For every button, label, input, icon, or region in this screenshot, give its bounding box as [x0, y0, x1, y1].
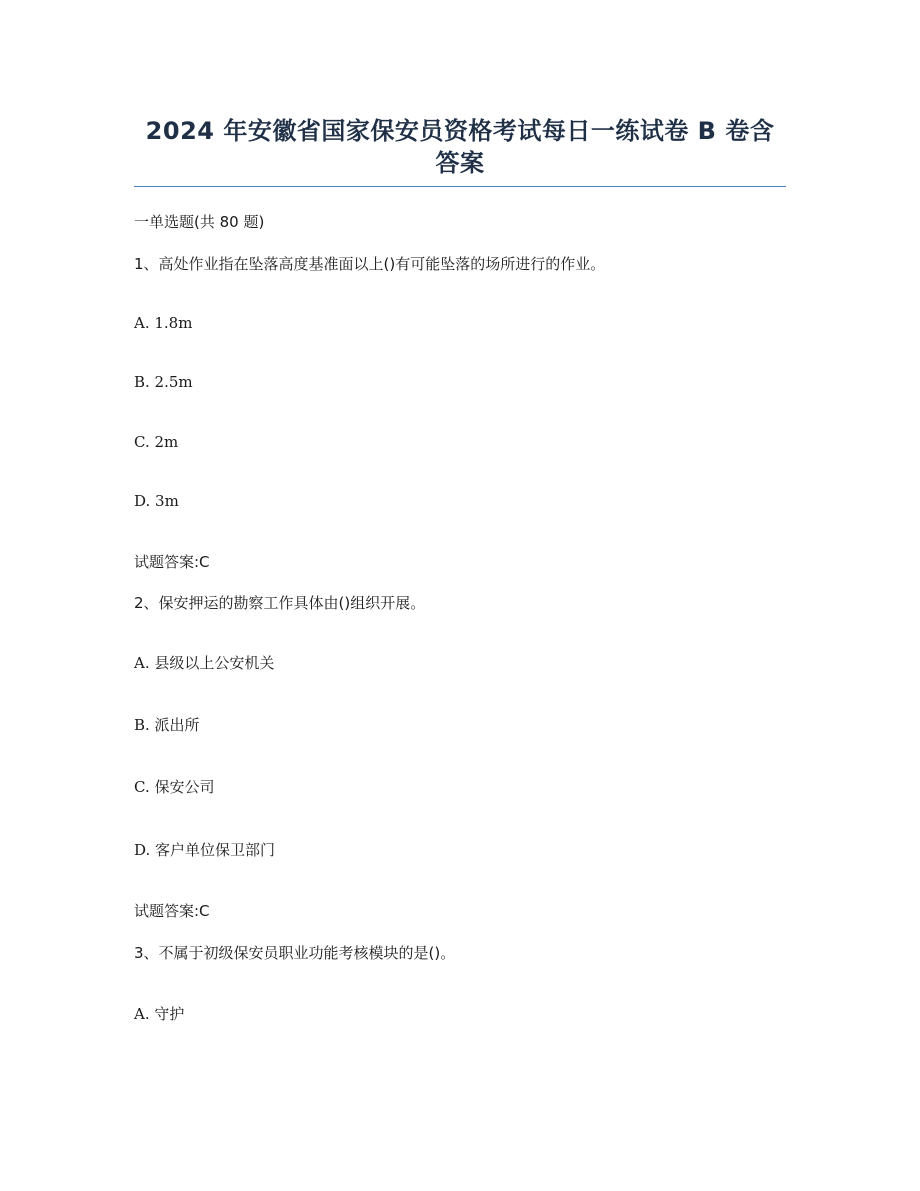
question-1-answer: 试题答案:C: [134, 553, 210, 571]
document-title: 2024 年安徽省国家保安员资格考试每日一练试卷 B 卷含答案: [145, 117, 775, 177]
question-1-option-c: C. 2m: [134, 433, 179, 451]
question-1-stem: 1、高处作业指在坠落高度基准面以上()有可能坠落的场所进行的作业。: [134, 255, 606, 273]
question-2-option-d: D. 客户单位保卫部门: [134, 841, 276, 859]
question-2-option-b: B. 派出所: [134, 716, 200, 734]
question-3-stem: 3、不属于初级保安员职业功能考核模块的是()。: [134, 944, 456, 962]
question-2-answer: 试题答案:C: [134, 902, 210, 920]
title-divider: [134, 186, 786, 187]
question-2-option-c: C. 保安公司: [134, 778, 215, 796]
question-2-stem: 2、保安押运的勘察工作具体由()组织开展。: [134, 594, 426, 612]
question-2-option-a: A. 县级以上公安机关: [134, 654, 275, 672]
section-heading: 一单选题(共 80 题): [134, 213, 265, 231]
question-1-option-d: D. 3m: [134, 492, 179, 510]
question-3-option-a: A. 守护: [134, 1005, 185, 1023]
question-1-option-a: A. 1.8m: [134, 314, 193, 332]
question-1-option-b: B. 2.5m: [134, 373, 193, 391]
